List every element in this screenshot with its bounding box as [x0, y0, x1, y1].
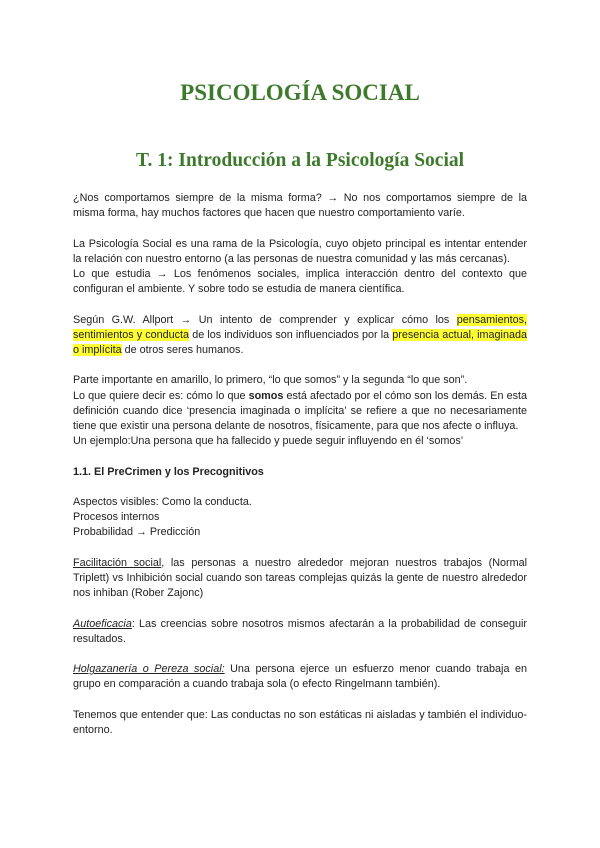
paragraph-definition — [73, 237, 527, 298]
allport-text-c: de otros seres humanos. — [121, 344, 244, 356]
aspect-item: Probabilidad → Predicción — [73, 526, 201, 539]
document-body — [73, 191, 527, 753]
paragraph-holgazaneria — [73, 662, 527, 692]
aspect-item: Procesos internos — [73, 511, 160, 524]
allport-text-a: Según G.W. Allport → Un intento de comprender y explicar cómo los — [73, 313, 457, 326]
explanation-text-a: Lo que quiere decir es: cómo lo que — [73, 389, 249, 402]
section-heading-1-1: 1.1. El PreCrimen y los Precognitivos — [73, 465, 264, 478]
paragraph-explanation — [73, 373, 527, 449]
definition-line: La Psicología Social es una rama de la Psicología, cuyo objeto principal es intentar entender la relación con nuestro entorno (a las personas de nuestra comunidad y las más cercanas). — [73, 237, 527, 265]
aspects-list — [73, 495, 527, 541]
explanation-example: Un ejemplo:Una persona que ha fallecido y puede seguir influyendo en él ‘somos’ — [73, 435, 464, 448]
aspect-item: Aspectos visibles: Como la conducta. — [73, 495, 252, 508]
document-title: PSICOLOGÍA SOCIAL — [180, 80, 420, 105]
facilitacion-text: , las personas a nuestro alrededor mejoran nuestros trabajos (Normal Triplett) vs Inhibición social cuando son tareas complejas quizás la gente de nuestro alrededor nos inhiban (Rober Zajonc) — [73, 556, 528, 600]
chapter-title: T. 1: Introducción a la Psicología Social — [135, 150, 465, 171]
paragraph-conclusion: Tenemos que entender que: Las conductas no son estáticas ni aisladas y también el individuo-entorno. — [73, 708, 527, 736]
study-object-line: Lo que estudia → Los fenómenos sociales, implica interacción dentro del contexto que configuran el ambiente. Y sobre todo se estudia de manera científica. — [73, 268, 527, 296]
highlight-pensamientos: pensamientos, sentimientos y conducta — [73, 313, 527, 341]
highlight-presencia: presencia actual, imaginada o implícita — [73, 328, 527, 356]
paragraph-autoeficacia — [73, 617, 527, 647]
paragraph-allport — [73, 313, 527, 359]
holgazaneria-text: Una persona ejerce un esfuerzo menor cuando trabaja en grupo en comparación a cuando trabaja sola (o efecto Ringelmann también). — [73, 663, 527, 691]
explanation-bold-somos: somos — [248, 389, 284, 402]
paragraph-facilitacion — [73, 556, 527, 602]
term-facilitacion-social: Facilitación social — [73, 556, 162, 569]
allport-text-b: de los individuos son influenciados por la — [189, 328, 393, 341]
autoeficacia-text: : Las creencias sobre nosotros mismos afectarán a la probabilidad de conseguir resultados. — [73, 617, 527, 645]
explanation-text-c: está afectado por el cómo son los demás. En esta definición cuando dice ‘presencia imaginada o implícita’ se refiere a que no necesariamente tiene que existir una persona delante de nosotros, físicamente, para que nos afecte o influya. — [73, 389, 527, 432]
term-autoeficacia: Autoeficacia — [73, 617, 132, 630]
paragraph-intro-question: ¿Nos comportamos siempre de la misma forma? → No nos comportamos siempre de la misma forma, hay muchos factores que hacen que nuestro comportamiento varíe. — [73, 192, 527, 220]
explanation-line-1: Parte importante en amarillo, lo primero, “lo que somos” y la segunda “lo que son”. — [73, 374, 468, 387]
term-holgazaneria: Holgazanería o Pereza social: — [73, 663, 225, 676]
